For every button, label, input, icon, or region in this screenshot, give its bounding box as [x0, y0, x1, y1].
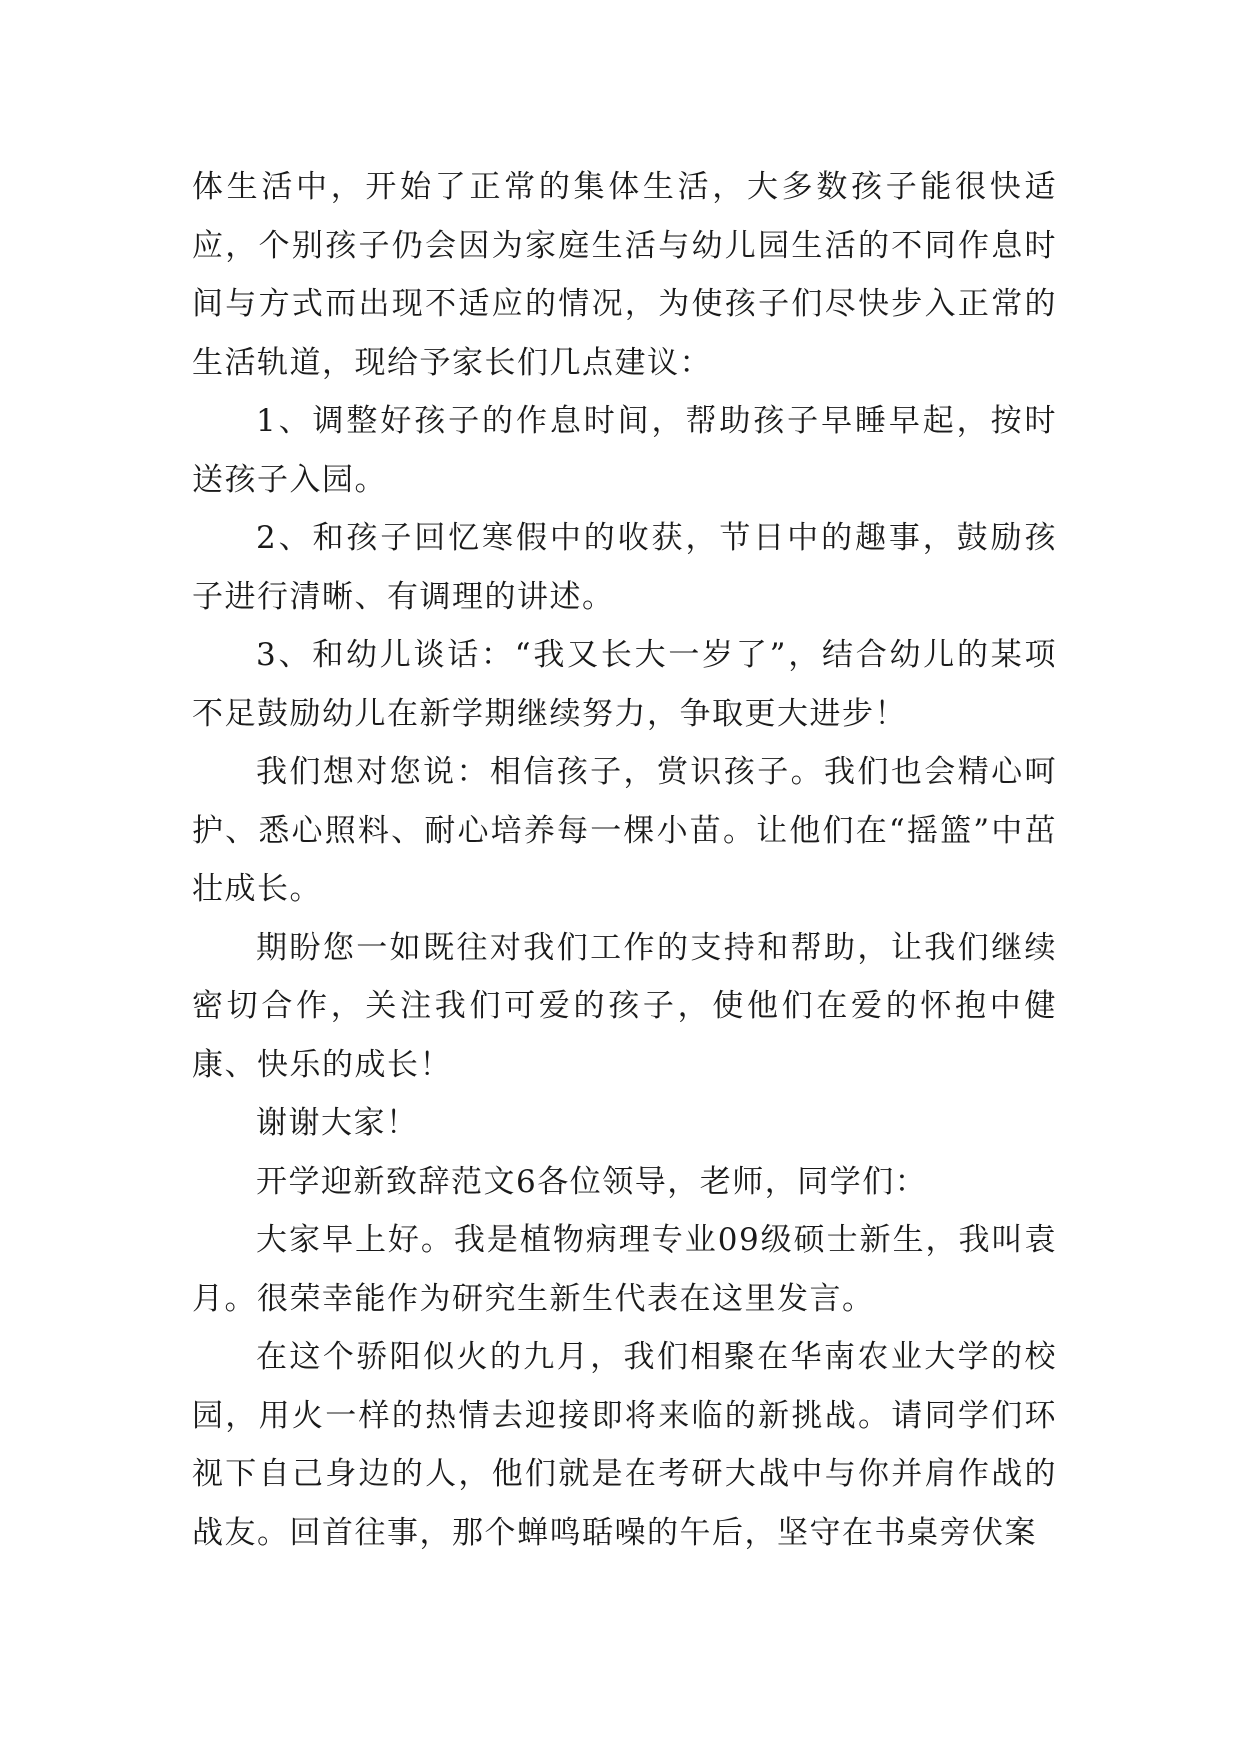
paragraph-9: 大家早上好。我是植物病理专业09级硕士新生，我叫袁月。很荣幸能作为研究生新生代表在这里发言。 — [192, 1222, 1057, 1317]
paragraph-6: 期盼您一如既往对我们工作的支持和帮助，让我们继续密切合作，关注我们可爱的孩子，使他们在爱的怀抱中健康、快乐的成长！ — [192, 929, 1057, 1083]
paragraph-8: 开学迎新致辞范文6各位领导，老师，同学们： — [256, 1163, 928, 1200]
paragraph-4: 3、和幼儿谈话：“我又长大一岁了”，结合幼儿的某项不足鼓励幼儿在新学期继续努力，争取更大进步！ — [192, 637, 1057, 732]
paragraph-1: 体生活中，开始了正常的集体生活，大多数孩子能很快适应，个别孩子仍会因为家庭生活与幼儿园生活的不同作息时间与方式而出现不适应的情况，为使孩子们尽快步入正常的生活轨道，现给予家长们几点建议： — [192, 169, 1057, 381]
paragraph-5: 我们想对您说：相信孩子，赏识孩子。我们也会精心呵护、悉心照料、耐心培养每一棵小苗。让他们在“摇篮”中茁壮成长。 — [192, 754, 1057, 907]
paragraph-10: 在这个骄阳似火的九月，我们相聚在华南农业大学的校园，用火一样的热情去迎接即将来临的新挑战。请同学们环视下自己身边的人，他们就是在考研大战中与你并肩作战的战友。回首往事，那个蝉鸣聒噪的午后，坚守在书桌旁伏案 — [192, 1339, 1057, 1551]
document-body — [192, 158, 1057, 1562]
paragraph-2: 1、调整好孩子的作息时间，帮助孩子早睡早起，按时送孩子入园。 — [192, 403, 1057, 498]
paragraph-7: 谢谢大家！ — [256, 1105, 419, 1141]
paragraph-3: 2、和孩子回忆寒假中的收获，节日中的趣事，鼓励孩子进行清晰、有调理的讲述。 — [192, 520, 1057, 615]
